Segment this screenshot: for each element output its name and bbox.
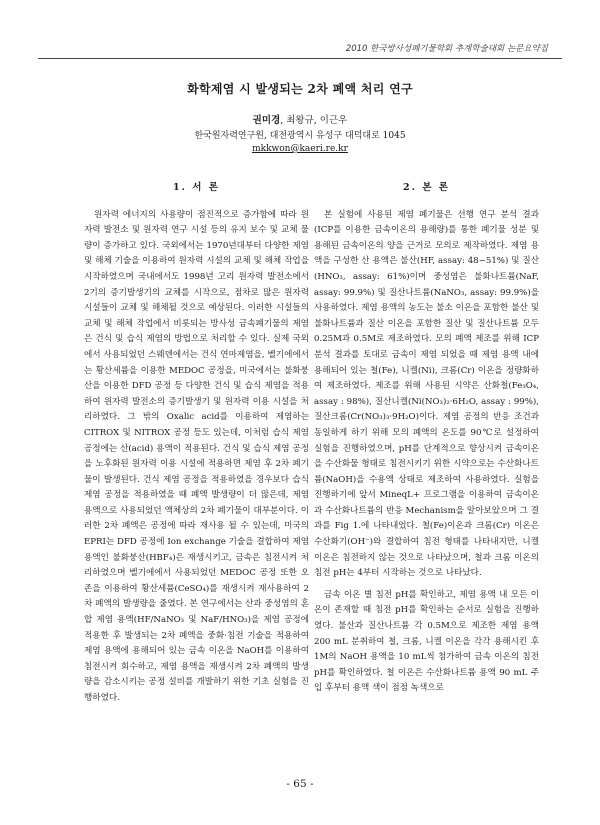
right-column <box>314 180 539 703</box>
section-heading-intro: 1. 서 론 <box>173 182 220 193</box>
running-header: 2010 한국방사성폐기물학회 추계학술대회 논문요약집 <box>345 44 548 54</box>
header-divider <box>38 58 562 59</box>
section-heading-body: 2. 본 론 <box>403 182 450 193</box>
paper-title: 화학제염 시 발생되는 2차 폐액 처리 연구 <box>187 82 413 96</box>
lead-author: 권미경 <box>252 115 281 126</box>
authors <box>0 112 600 126</box>
body-paragraph-2: 금속 이온 별 침전 pH를 확인하고, 제염 용액 내 모든 이온이 존재할 때 침전 pH를 확인하는 순서로 실험을 진행하였다. 불산과 질산나트륨 각 0.5M으로 제조한 제염 용액 200 mL 분취하여 철, 크롬, 니켈 이온을 각각 용해시킨 후 1M의 NaOH 용액을 10 mL씩 첨가하여 금속 이온의 침전 pH를 확인하였다. 철 이온은 수산화나트륨 용액 90 mL 주입 후부터 용액 색이 점점 녹색으로 <box>314 589 539 694</box>
page-number: - 65 - <box>286 778 314 790</box>
email-link[interactable]: mkkwon@kaeri.re.kr <box>252 144 348 154</box>
intro-paragraph: 원자력 에너지의 사용량이 점진적으로 증가함에 따라 원자력 발전소 및 원자력 연구 시설 등의 유지 보수 및 교체 물량이 증가하고 있다. 국외에서는 1970년대부터 다양한 제염 및 해체 기술을 이용하여 원자력 시설의 교체 및 해체 작업을 시작하였으며 국내에서도 1998년 고리 원자력 발전소에서 2기의 증기발생기의 교체를 시작으로, 점차로 많은 원자력 시설들이 교체 및 해체될 것으로 예상된다. 이러한 시설들의 교체 및 해체 작업에서 비롯되는 방사성 금속폐기물의 제염은 건식 및 습식 제염의 방법으로 처리할 수 있다. 실제 국외에서 사용되었던 스웨덴에서는 건식 연마제염을, 벨기에에서는 황산세륨을 이용한 MEDOC 공정을, 미국에서는 불화붕산을 이용한 DFD 공정 등 다양한 건식 및 습식 제염을 적용하여 원자력 발전소의 증기발생기 및 원자력 이용 시설을 처리하였다. 그 밖의 Oxalic acid를 이용하여 제염하는 CITROX 및 NITROX 공정 등도 있는데, 이처럼 습식 제염 공정에는 산(acid) 용액이 적용된다. 건식 및 습식 제염 공정을 노후화된 원자력 이용 시설에 적용하면 제염 후 2차 폐기물이 발생된다. 건식 제염 공정을 적용하였을 경우보다 습식 제염 공정을 적용하였을 때 폐액 발생량이 더 많은데, 제염 용액으로 사용되었던 액체상의 2차 폐기물이 대부분이다. 이러한 2차 폐액은 공정에 따라 재사용 될 수 있는데, 미국의 EPRI는 DFD 공정에 Ion exchange 기술을 결합하여 제염 용액인 불화붕산(HBF₄)은 재생시키고, 금속은 침전시켜 처리하였으며 벨기에에서 사용되었던 MEDOC 공정 또한 오존을 이용하여 황산세륨(CeSO₄)를 재생시켜 재사용하여 2차 폐액의 발생량을 줄였다. 본 연구에서는 산과 중성염의 혼합 제염 용액(HF/NaNO₃ 및 NaF/HNO₃)을 제염 공정에 적용한 후 발생되는 2차 폐액을 중화·침전 기술을 적용하여 제염 용액에 용해되어 있는 금속 이온을 NaOH를 이용하여 침전시켜 회수하고, 제염 용액을 재생시켜 2차 폐액의 발생량을 감소시키는 공정 설비를 개발하기 위한 기초 실험을 진행하였다. <box>84 209 309 703</box>
body-paragraph-1: 본 실험에 사용된 제염 폐기물은 선행 연구 분석 결과(ICP를 이용한 금속이온의 용해량)를 통한 폐기물 성분 및 용해된 금속이온의 양을 근거로 모의로 제작하였다. 제염 용액을 구성한 산 용액은 불산(HF, assay: 48~51%) 및 질산(HNO₃, assay: 61%)이며 중성염은 불화나트륨(NaF, assay: 99.9%) 및 질산나트륨(NaNO₃, assay: 99.9%)을 사용하였다. 제염 용액의 농도는 불소 이온을 포함한 불산 및 불화나트륨과 질산 이온을 포함한 질산 및 질산나트륨 모두 0.25M과 0.5M로 제조하였다. 모의 폐액 제조를 위해 ICP 분석 결과를 토대로 금속이 제염 되었을 때 제염 용액 내에 용해되어 있는 철(Fe), 니켈(Ni), 크롬(Cr) 이온을 정량화하여 제조하였다. 제조를 위해 사용된 시약은 산화철(Fe₃O₄, assay : 98%), 질산니켈(Ni(NO₃)₂·6H₂O, assay : 99%), 질산크롬(Cr(NO₃)₃·9H₂O)이다. 제염 공정의 반응 조건과 동일하게 하기 위해 모의 폐액의 온도를 90℃로 설정하여 실험을 진행하였으며, pH를 단계적으로 향상시켜 금속이온을 수산화물 형태로 침전시키기 위한 시약으로는 수산화나트륨(NaOH)을 수용액 상태로 제조하여 사용하였다. 실험을 진행하기에 앞서 MineqL+ 프로그램을 이용하여 금속이온과 수산화나트륨의 반응 Mechanism을 알아보았으며 그 결과를 Fig 1.에 나타내었다. 철(Fe)이온과 크롬(Cr) 이온은 수산화기(OH⁻)와 결합하여 침전 형태를 나타내지만, 니켈 이온은 침전하지 않는 것으로 나타났으며, 철과 크롬 이온의 침전 pH는 4부터 시작하는 것으로 나타났다. <box>314 209 539 579</box>
left-column <box>84 180 309 713</box>
co-authors: , 최왕규, 이근우 <box>280 115 348 126</box>
affiliation: 한국원자력연구원, 대전광역시 유성구 대덕대로 1045 <box>194 131 406 141</box>
